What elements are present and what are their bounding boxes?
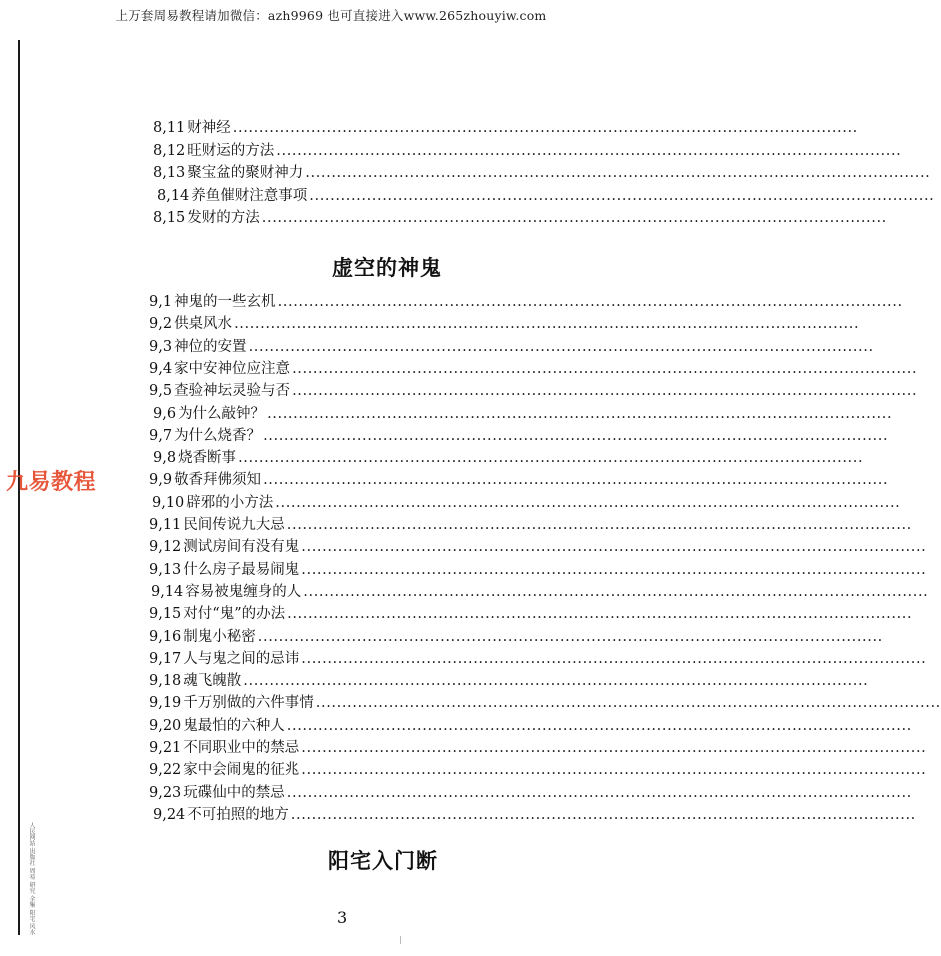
- toc-entry-title: 神鬼的一些玄机: [174, 294, 276, 310]
- toc-dot-leader: ........................................................................................................................: [286, 784, 912, 801]
- toc-entry-number: 9,6: [153, 405, 177, 422]
- toc-entry[interactable]: [149, 627, 883, 647]
- toc-entry-title: 旺财运的方法: [187, 142, 275, 159]
- toc-dot-leader: ........................................................................................................................: [276, 142, 902, 159]
- toc-entry-title: 人与鬼之间的忌讳: [183, 650, 300, 667]
- toc-dot-leader: ........................................................................................................................: [301, 650, 927, 667]
- toc-entry-title: 什么房子最易闹鬼: [183, 561, 300, 578]
- toc-dot-leader: ........................................................................................................................: [315, 695, 941, 712]
- toc-dot-leader: ........................................................................................................................: [248, 338, 874, 355]
- toc-dot-leader: ........................................................................................................................: [292, 360, 918, 377]
- toc-dot-leader: ........................................................................................................................: [290, 806, 916, 823]
- toc-entry-title: 测试房间有没有鬼: [183, 539, 300, 556]
- toc-entry-number: 9,22: [149, 762, 182, 779]
- toc-entry-title: 不可拍照的地方: [187, 806, 289, 823]
- toc-entry-number: 9,2: [149, 316, 173, 333]
- toc-entry-title: 制鬼小秘密: [183, 628, 256, 645]
- toc-dot-leader: ........................................................................................................................: [303, 583, 929, 600]
- toc-entry[interactable]: [151, 582, 929, 602]
- toc-dot-leader: ........................................................................................................................: [301, 539, 927, 556]
- toc-entry[interactable]: [149, 337, 874, 357]
- toc-dot-leader: ........................................................................................................................: [234, 316, 860, 333]
- toc-dot-leader: ........................................................................................................................: [309, 187, 935, 204]
- toc-entry[interactable]: [149, 783, 912, 803]
- toc-entry-number: 8,15: [153, 210, 186, 226]
- toc-entry-number: 9,21: [149, 740, 182, 756]
- toc-entry-title: 为什么烧香？: [174, 427, 262, 444]
- section-title-10: 阳宅入门断: [328, 849, 438, 873]
- toc-dot-leader: ........................................................................................................................: [263, 427, 889, 444]
- toc-entry-title: 烧香断事: [178, 450, 237, 467]
- toc-entry-title: 家中安神位应注意: [174, 360, 291, 377]
- toc-entry-title: 财神经: [187, 120, 231, 136]
- toc-entry-number: 9,14: [151, 583, 184, 600]
- toc-entry[interactable]: [149, 426, 889, 446]
- toc-dot-leader: ........................................................................................................................: [286, 717, 912, 734]
- toc-entry-number: 9,4: [149, 360, 173, 377]
- toc-entry-title: 发财的方法: [187, 210, 260, 226]
- toc-entry-number: 9,3: [149, 338, 173, 355]
- toc-entry-number: 9,11: [149, 517, 182, 533]
- toc-entry-title: 对付“鬼”的办法: [183, 606, 286, 623]
- toc-dot-leader: ........................................................................................................................: [287, 606, 913, 623]
- toc-entry-title: 养鱼催财注意事项: [191, 187, 308, 204]
- toc-entry-title: 敬香拜佛须知: [174, 472, 262, 489]
- toc-entry-number: 9,23: [149, 784, 182, 801]
- toc-dot-leader: ........................................................................................................................: [275, 494, 901, 511]
- side-margin-note: 人民网站 出版社 周易 研究 全集 阳宅 风水: [28, 822, 35, 936]
- toc-entry-title: 民间传说九大忌: [183, 517, 285, 533]
- watermark-stamp: 九易教程: [6, 470, 97, 495]
- toc-entry-number: 8,11: [153, 120, 186, 136]
- toc-dot-leader: ........................................................................................................................: [301, 762, 927, 779]
- toc-entry[interactable]: [153, 208, 887, 228]
- toc-entry-number: 9,12: [149, 539, 182, 556]
- toc-entry[interactable]: [149, 314, 860, 334]
- toc-dot-leader: ........................................................................................................................: [238, 450, 864, 467]
- toc-dot-leader: ........................................................................................................................: [232, 120, 858, 136]
- toc-entry[interactable]: [153, 118, 858, 138]
- toc-entry-title: 为什么敲钟？: [178, 405, 266, 422]
- toc-entry-title: 供桌风水: [174, 316, 233, 333]
- toc-entry-title: 容易被鬼缠身的人: [185, 583, 302, 600]
- toc-dot-leader: ........................................................................................................................: [286, 517, 912, 533]
- toc-entry[interactable]: [149, 359, 918, 379]
- toc-entry[interactable]: [149, 738, 927, 758]
- toc-entry-number: 9,10: [152, 494, 185, 511]
- toc-entry[interactable]: [149, 560, 927, 580]
- toc-entry-number: 9,19: [149, 695, 182, 712]
- toc-dot-leader: ........................................................................................................................: [277, 294, 903, 310]
- toc-entry[interactable]: [149, 292, 903, 312]
- toc-dot-leader: ........................................................................................................................: [257, 628, 883, 645]
- toc-entry[interactable]: [149, 537, 927, 557]
- toc-entry-number: 9,16: [149, 628, 182, 645]
- toc-entry[interactable]: [149, 604, 913, 624]
- toc-entry-title: 神位的安置: [174, 338, 247, 355]
- toc-entry-title: 辟邪的小方法: [186, 494, 274, 511]
- toc-dot-leader: ........................................................................................................................: [305, 165, 931, 181]
- toc-entry-title: 不同职业中的禁忌: [183, 740, 300, 756]
- toc-dot-leader: ........................................................................................................................: [263, 472, 889, 489]
- toc-entry[interactable]: [153, 163, 931, 183]
- toc-entry-number: 9,9: [149, 472, 173, 489]
- toc-entry-title: 鬼最怕的六种人: [183, 717, 285, 734]
- toc-entry-title: 千万别做的六件事情: [183, 695, 314, 712]
- toc-dot-leader: ........................................................................................................................: [267, 405, 893, 422]
- toc-entry-number: 9,24: [153, 806, 186, 823]
- toc-entry-title: 查验神坛灵验与否: [174, 383, 291, 400]
- toc-entry[interactable]: [152, 493, 901, 513]
- toc-dot-leader: ........................................................................................................................: [243, 673, 869, 690]
- toc-entry[interactable]: [149, 760, 927, 780]
- toc-entry[interactable]: [149, 381, 918, 401]
- page-number: 3: [337, 908, 348, 927]
- section-title-9: 虚空的神鬼: [332, 256, 442, 280]
- toc-entry[interactable]: [149, 470, 889, 490]
- toc-entry[interactable]: [149, 515, 912, 535]
- toc-entry[interactable]: [149, 693, 941, 713]
- page-header: 上万套周易教程请加微信：azh9969 也可直接进入www.265zhouyiw.com: [115, 8, 547, 23]
- toc-entry-title: 魂飞魄散: [183, 673, 242, 690]
- toc-entry-title: 家中会闹鬼的征兆: [183, 762, 300, 779]
- toc-entry-number: 9,1: [149, 294, 173, 310]
- toc-entry[interactable]: [153, 448, 864, 468]
- toc-entry[interactable]: [153, 141, 902, 161]
- toc-entry-number: 9,20: [149, 717, 182, 734]
- toc-entry-number: 8,13: [153, 165, 186, 181]
- toc-entry-number: 9,5: [149, 383, 173, 400]
- scan-smudge: [400, 936, 401, 944]
- toc-entry-title: 聚宝盆的聚财神力: [187, 165, 304, 181]
- toc-entry-number: 9,17: [149, 650, 182, 667]
- toc-entry-number: 9,7: [149, 427, 173, 444]
- toc-entry[interactable]: [149, 716, 912, 736]
- toc-entry-title: 玩碟仙中的禁忌: [183, 784, 285, 801]
- toc-entry[interactable]: [149, 649, 927, 669]
- toc-dot-leader: ........................................................................................................................: [301, 561, 927, 578]
- toc-entry[interactable]: [157, 186, 935, 206]
- toc-entry-number: 9,18: [149, 673, 182, 690]
- toc-entry[interactable]: [153, 404, 893, 424]
- toc-entry-number: 8,12: [153, 142, 186, 159]
- toc-dot-leader: ........................................................................................................................: [261, 210, 887, 226]
- toc-dot-leader: ........................................................................................................................: [301, 740, 927, 756]
- toc-entry-number: 9,13: [149, 561, 182, 578]
- toc-entry-number: 9,15: [149, 606, 182, 623]
- toc-dot-leader: ........................................................................................................................: [292, 383, 918, 400]
- toc-entry[interactable]: [149, 671, 869, 691]
- toc-entry-number: 9,8: [153, 450, 177, 467]
- toc-entry-number: 8,14: [157, 187, 190, 204]
- toc-entry[interactable]: [153, 805, 916, 825]
